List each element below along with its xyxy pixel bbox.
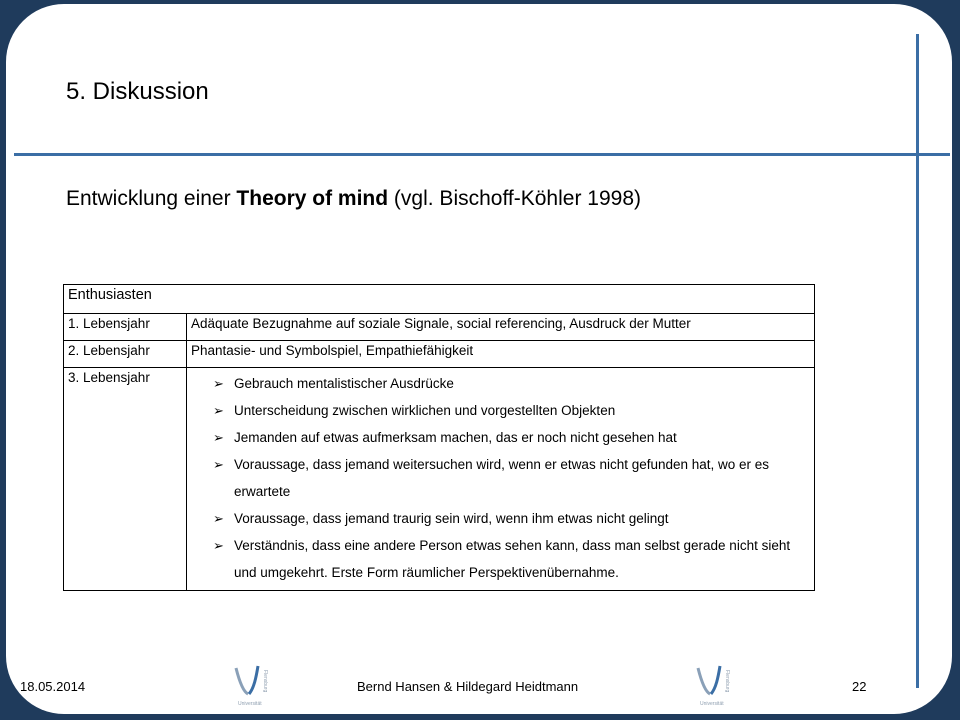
list-item: [213, 505, 810, 532]
table-header-cell: Enthusiasten: [64, 285, 815, 314]
logo-bottom-text: Universität: [238, 701, 262, 707]
description-cell: Phantasie- und Symbolspiel, Empathiefähigkeit: [187, 341, 815, 368]
list-item: [213, 370, 810, 397]
logo-bottom-text: Universität: [700, 701, 724, 707]
table-row: [64, 314, 815, 341]
list-item: [213, 451, 810, 505]
subtitle-prefix: Entwicklung einer: [66, 187, 237, 210]
logo-vertical-text: Flensburg: [262, 670, 268, 693]
list-item: [213, 532, 810, 586]
university-logo-icon: [692, 664, 738, 708]
list-item-text: Voraussage, dass jemand weitersuchen wird, wenn er etwas nicht gefunden hat, wo er es erwartete: [234, 457, 770, 499]
list-item: [213, 397, 810, 424]
slide-title: 5. Diskussion: [66, 78, 209, 105]
list-item-text: Jemanden auf etwas aufmerksam machen, das er noch nicht gesehen hat: [234, 430, 677, 445]
subtitle-bold: Theory of mind: [236, 187, 389, 210]
arrow-bullet-icon: ➢: [213, 457, 224, 472]
description-cell: Adäquate Bezugnahme auf soziale Signale, social referencing, Ausdruck der Mutter: [187, 314, 815, 341]
arrow-bullet-icon: ➢: [213, 403, 224, 418]
horizontal-divider: [14, 153, 950, 156]
list-item-text: Gebrauch mentalistischer Ausdrücke: [234, 376, 454, 391]
vertical-divider: [916, 34, 919, 688]
table-row: [64, 368, 815, 591]
page-number: 22: [852, 679, 867, 694]
list-item-text: Unterscheidung zwischen wirklichen und vorgestellten Objekten: [234, 403, 616, 418]
age-cell: 3. Lebensjahr: [64, 368, 187, 591]
list-item-text: Verständnis, dass eine andere Person etwas sehen kann, dass man selbst gerade nicht sieht und umgekehrt. Erste Form räumlicher Perspektivenübernahme.: [234, 538, 791, 580]
description-cell: [187, 368, 815, 591]
list-item-text: Voraussage, dass jemand traurig sein wird, wenn ihm etwas nicht gelingt: [234, 511, 669, 526]
arrow-bullet-icon: ➢: [213, 538, 224, 553]
arrow-bullet-icon: ➢: [213, 430, 224, 445]
milestone-list: [191, 370, 810, 588]
table-row: [64, 341, 815, 368]
development-table: [63, 284, 815, 591]
university-logo-icon: [230, 664, 276, 708]
age-cell: 2. Lebensjahr: [64, 341, 187, 368]
footer-date: 18.05.2014: [20, 679, 86, 694]
footer-author: Bernd Hansen & Hildegard Heidtmann: [357, 679, 579, 694]
age-cell: 1. Lebensjahr: [64, 314, 187, 341]
table-header-row: [64, 285, 815, 314]
logo-vertical-text: Flensburg: [724, 670, 730, 693]
arrow-bullet-icon: ➢: [213, 511, 224, 526]
list-item: [213, 424, 810, 451]
subtitle-suffix: (vgl. Bischoff-Köhler 1998): [388, 187, 641, 210]
slide-subtitle: [66, 187, 641, 211]
arrow-bullet-icon: ➢: [213, 376, 224, 391]
